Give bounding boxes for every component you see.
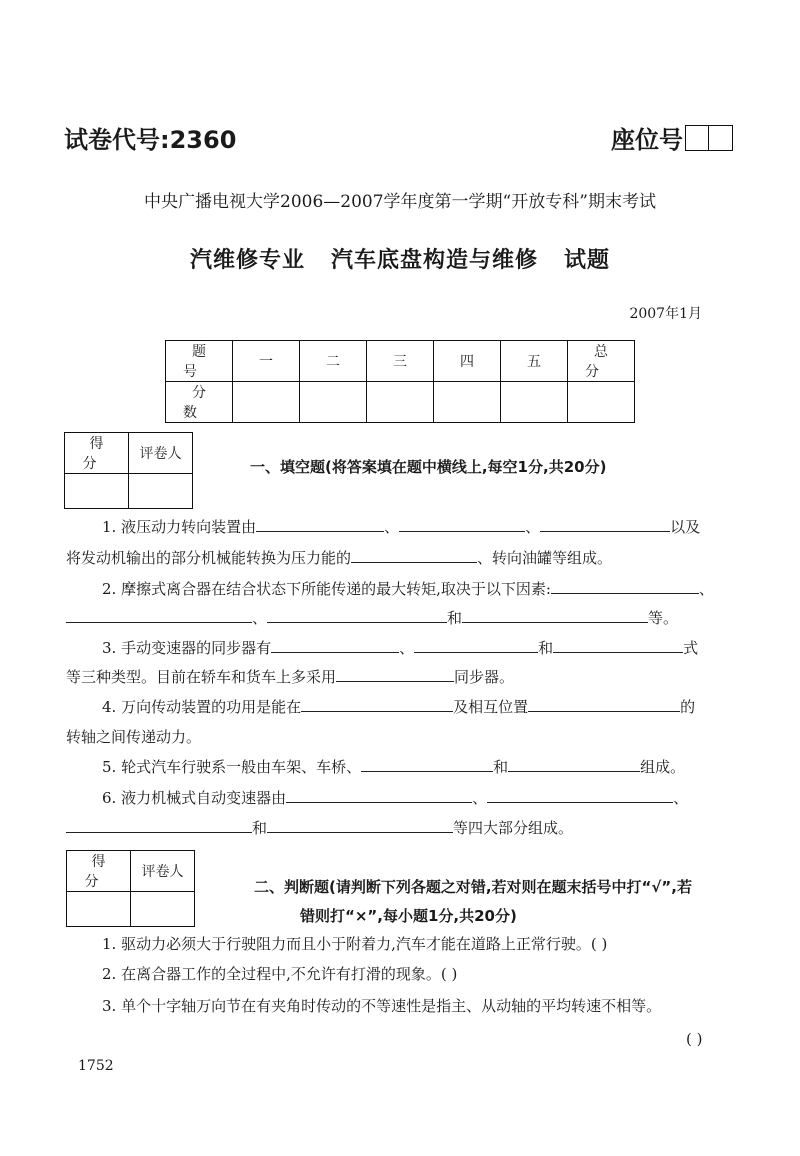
university-line: 中央广播电视大学2006—2007学年度第一学期“开放专科”期末考试	[144, 192, 656, 212]
q5-text: 5. 轮式汽车行驶系一般由车架、车桥、	[102, 758, 362, 776]
answer-blank[interactable]	[301, 697, 453, 712]
answer-blank[interactable]	[361, 757, 493, 772]
q6-text: 6. 液力机械式自动变速器由	[102, 789, 287, 807]
grader-name-cell[interactable]	[131, 892, 195, 927]
question-3-line2	[66, 666, 514, 687]
score-col-2: 二	[300, 341, 367, 382]
grader-name-label: 评卷人	[131, 851, 195, 892]
answer-blank[interactable]	[336, 667, 454, 682]
section1-title: 一、填空题(将答案填在题中横线上,每空1分,共20分)	[250, 458, 607, 476]
score-table-row-label: 分数	[166, 382, 233, 423]
score-table-value-row	[166, 382, 635, 423]
q4-text: 4. 万向传动装置的功用是能在	[102, 698, 302, 716]
q1-text: 1. 液压动力转向装置由	[102, 518, 257, 536]
judge-question-3: 3. 单个十字轴万向节在有夹角时传动的不等速性是指主、从动轴的平均转速不相等。	[102, 997, 662, 1015]
judge-question-3-bracket[interactable]: ( )	[686, 1030, 703, 1048]
seat-label: 座位号	[611, 126, 683, 154]
seat-number	[611, 120, 733, 155]
question-1-line2	[66, 547, 612, 568]
answer-blank[interactable]	[528, 697, 680, 712]
q6-sep: 、	[472, 789, 488, 807]
answer-blank[interactable]	[508, 757, 640, 772]
paper-code: 试卷代号:2360	[64, 126, 237, 154]
section2-title-line2: 错则打“×”,每小题1分,共20分)	[300, 907, 517, 925]
answer-blank[interactable]	[540, 517, 670, 532]
score-col-1: 一	[233, 341, 300, 382]
answer-blank[interactable]	[551, 579, 699, 594]
grader-box-section2	[66, 850, 195, 927]
q4-text: 及相互位置	[453, 698, 529, 716]
seat-box	[709, 125, 733, 151]
grader-box-section1	[64, 432, 193, 509]
score-table	[165, 340, 635, 423]
q6-sep: 和	[252, 819, 268, 837]
q1-text: 以及	[670, 518, 701, 536]
q3-sep: 、	[399, 639, 415, 657]
question-3-line1	[102, 637, 698, 658]
q3-text: 同步器。	[454, 668, 515, 686]
question-6-line2	[66, 817, 573, 838]
seat-boxes	[685, 125, 733, 151]
answer-blank[interactable]	[271, 638, 399, 653]
exam-title-major: 汽维修专业	[189, 248, 305, 273]
judge-question-2: 2. 在离合器工作的全过程中,不允许有打滑的现象。( )	[102, 965, 458, 983]
question-1-line1	[102, 516, 700, 537]
q5-sep: 和	[493, 758, 509, 776]
q6-text: 等四大部分组成。	[453, 819, 574, 837]
q6-text: 、	[673, 789, 689, 807]
section2-title-line1: 二、判断题(请判断下列各题之对错,若对则在题末括号中打“√”,若	[254, 878, 692, 896]
score-cell[interactable]	[367, 382, 434, 423]
seat-box	[685, 125, 709, 151]
q5-text: 组成。	[640, 758, 686, 776]
exam-title	[0, 243, 800, 274]
q2-text: 2. 摩擦式离合器在结合状态下所能传递的最大转矩,取决于以下因素:	[102, 580, 551, 598]
q3-text: 等三种类型。目前在轿车和货车上多采用	[66, 668, 337, 686]
score-cell[interactable]	[434, 382, 501, 423]
q3-text: 3. 手动变速器的同步器有	[102, 639, 272, 657]
q4-text: 的	[680, 698, 696, 716]
score-table-header-label: 题号	[166, 341, 233, 382]
score-col-3: 三	[367, 341, 434, 382]
q2-sep: 和	[447, 609, 463, 627]
grader-score-cell[interactable]	[65, 474, 129, 509]
score-cell[interactable]	[233, 382, 300, 423]
score-cell[interactable]	[300, 382, 367, 423]
exam-date: 2007年1月	[629, 306, 702, 322]
q3-text: 式	[683, 639, 699, 657]
answer-blank[interactable]	[66, 608, 252, 623]
page-number: 1752	[78, 1058, 114, 1074]
answer-blank[interactable]	[267, 818, 453, 833]
answer-blank[interactable]	[267, 608, 447, 623]
answer-blank[interactable]	[462, 608, 648, 623]
grader-name-label: 评卷人	[129, 433, 193, 474]
score-col-total: 总分	[568, 341, 635, 382]
question-5	[102, 756, 685, 777]
exam-title-suffix: 试题	[564, 248, 611, 273]
grader-score-cell[interactable]	[67, 892, 131, 927]
question-4-line1	[102, 696, 695, 717]
grader-score-label: 得分	[65, 433, 129, 474]
answer-blank[interactable]	[286, 788, 472, 803]
score-table-header-row	[166, 341, 635, 382]
grader-name-cell[interactable]	[129, 474, 193, 509]
score-col-5: 五	[501, 341, 568, 382]
answer-blank[interactable]	[399, 517, 525, 532]
answer-blank[interactable]	[553, 638, 683, 653]
answer-blank[interactable]	[414, 638, 538, 653]
answer-blank[interactable]	[351, 548, 477, 563]
q3-sep: 和	[538, 639, 554, 657]
answer-blank[interactable]	[256, 517, 384, 532]
exam-title-course: 汽车底盘构造与维修	[330, 248, 538, 273]
answer-blank[interactable]	[66, 818, 252, 833]
question-6-line1	[102, 787, 688, 808]
q2-text: 等。	[648, 609, 679, 627]
q1-text: 将发动机输出的部分机械能转换为压力能的	[66, 549, 352, 567]
q1-text: 、转向油罐等组成。	[477, 549, 613, 567]
question-2-line2	[66, 607, 678, 628]
question-2-line1	[102, 578, 714, 599]
q2-sep: 、	[252, 609, 268, 627]
q1-sep: 、	[384, 518, 400, 536]
q1-sep: 、	[525, 518, 541, 536]
score-col-4: 四	[434, 341, 501, 382]
answer-blank[interactable]	[487, 788, 673, 803]
grader-score-label: 得分	[67, 851, 131, 892]
score-cell[interactable]	[501, 382, 568, 423]
judge-question-1: 1. 驱动力必须大于行驶阻力而且小于附着力,汽车才能在道路上正常行驶。( )	[102, 935, 608, 953]
score-cell[interactable]	[568, 382, 635, 423]
q2-text: 、	[698, 580, 714, 598]
question-4-line2: 转轴之间传递动力。	[66, 728, 202, 746]
